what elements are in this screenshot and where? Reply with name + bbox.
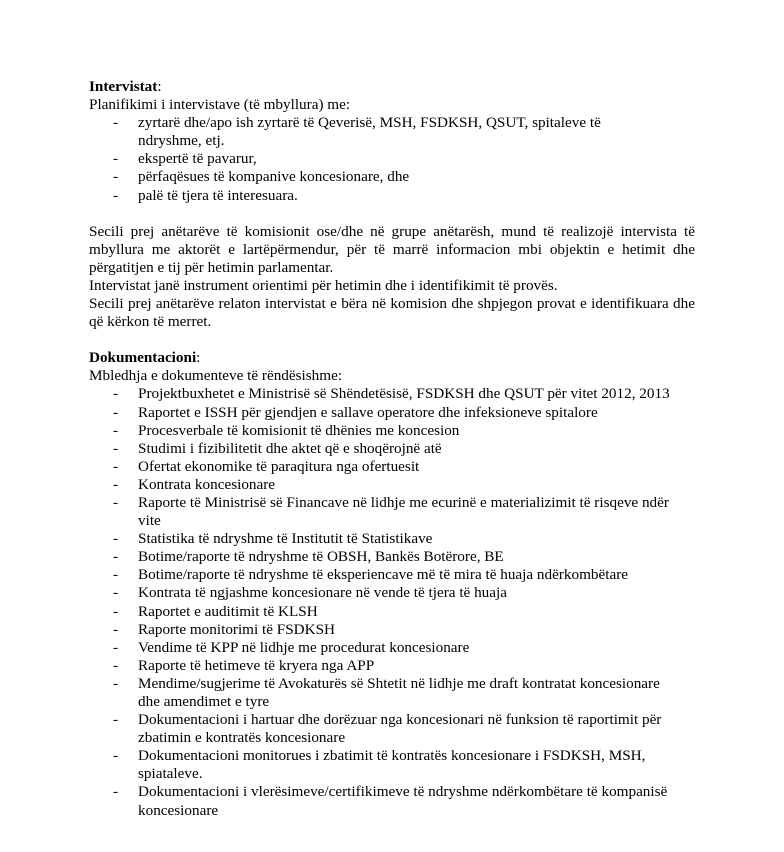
list-item	[89, 657, 695, 675]
list-item-text: Raporte të hetimeve të kryera nga APP	[138, 656, 375, 674]
dash-bullet: -	[113, 548, 119, 566]
list-item	[89, 584, 695, 602]
dash-bullet: -	[113, 783, 119, 801]
list-item	[89, 530, 695, 548]
documentation-intro: Mbledhja e dokumenteve të rëndësishme:	[89, 367, 343, 385]
list-item-text: Vendime të KPP në lidhje me procedurat koncesionare	[138, 638, 470, 656]
list-item	[89, 548, 695, 566]
list-item	[89, 440, 695, 458]
list-item	[89, 385, 695, 403]
list-item	[89, 187, 695, 205]
list-item	[89, 711, 695, 747]
interviews-intro: Planifikimi i intervistave (të mbyllura) me:	[89, 96, 351, 114]
dash-bullet: -	[113, 439, 119, 457]
documentation-heading-text: Dokumentacioni	[89, 349, 197, 367]
dash-bullet: -	[113, 638, 119, 656]
interviews-heading-text: Intervistat	[89, 78, 158, 95]
dash-bullet: -	[113, 457, 119, 475]
list-item-text: Dokumentacioni monitorues i zbatimit të kontratës koncesionare i FSDKSH, MSH, spiataleve.	[138, 747, 646, 783]
dash-bullet: -	[113, 493, 119, 511]
list-item	[89, 603, 695, 621]
document-page	[89, 78, 695, 820]
list-item-text: Botime/raporte të ndryshme të OBSH, Bankës Botërore, BE	[138, 548, 504, 566]
list-item	[89, 675, 695, 711]
list-item	[89, 168, 695, 186]
list-item-text: Raporte të Ministrisë së Financave në lidhje me ecurinë e materializimit të risqeve ndër vite	[138, 493, 669, 530]
dash-bullet: -	[113, 530, 119, 548]
list-item-text: Ofertat ekonomike të paraqitura nga ofertuesit	[138, 457, 420, 475]
dash-bullet: -	[113, 602, 119, 620]
dash-bullet: -	[113, 475, 119, 493]
interviews-paragraph-1: Secili prej anëtarëve të komisionit ose/dhe në grupe anëtarësh, mund të realizojë intervista të mbyllura me aktorët e lartëpërmendur, për të marrë informacion mbi objektin e hetimit dhe përgatitjen e tij për hetimin parlamentar.	[89, 222, 695, 276]
interviews-paragraph-2: Intervistat janë instrument orientimi për hetimin dhe i identifikimit të provës.	[89, 276, 558, 294]
list-item-text: Procesverbale të komisionit të dhënies me koncesion	[138, 421, 460, 439]
list-item	[89, 621, 695, 639]
list-item	[89, 747, 695, 783]
dash-bullet: -	[113, 385, 119, 403]
dash-bullet: -	[113, 168, 119, 186]
dash-bullet: -	[113, 620, 119, 638]
list-item-text: Dokumentacioni i vlerësimeve/certifikimeve të ndryshme ndërkombëtare të kompanisë koncesionare	[138, 783, 668, 819]
spacer	[89, 331, 695, 349]
interviews-heading-colon: :	[157, 78, 162, 95]
documentation-list	[89, 385, 695, 819]
dash-bullet: -	[113, 747, 119, 765]
list-item-text: Kontrata koncesionare	[138, 475, 276, 493]
list-item-text: Statistika të ndryshme të Institutit të Statistikave	[138, 530, 433, 548]
list-item	[89, 639, 695, 657]
dash-bullet: -	[113, 566, 119, 584]
list-item-text: Studimi i fizibilitetit dhe aktet që e shoqërojnë atë	[138, 439, 442, 457]
list-item	[89, 494, 695, 530]
dash-bullet: -	[113, 656, 119, 674]
dash-bullet: -	[113, 186, 119, 204]
list-item-text: Botime/raporte të ndryshme të eksperiencave më të mira të huaja ndërkombëtare	[138, 566, 629, 584]
list-item	[89, 114, 695, 150]
dash-bullet: -	[113, 584, 119, 602]
list-item-text: zyrtarë dhe/apo ish zyrtarë të Qeverisë, MSH, FSDKSH, QSUT, spitaleve të ndryshme, etj.	[138, 114, 601, 150]
list-item-text: Raporte monitorimi të FSDKSH	[138, 620, 336, 638]
documentation-heading-colon: :	[196, 349, 201, 367]
dash-bullet: -	[113, 421, 119, 439]
list-item-text: Mendime/sugjerime të Avokaturës së Shtetit në lidhje me draft kontratat koncesionare dhe amendimet e tyre	[138, 674, 660, 710]
list-item	[89, 422, 695, 440]
dash-bullet: -	[113, 403, 119, 421]
list-item-text: Kontrata të ngjashme koncesionare në vende të tjera të huaja	[138, 584, 507, 602]
dash-bullet: -	[113, 674, 119, 692]
spacer	[89, 205, 695, 223]
list-item	[89, 566, 695, 584]
interviews-paragraph-3: Secili prej anëtarëve relaton intervistat e bëra në komision dhe shpjegon provat e identifikuara dhe që kërkon të merret.	[89, 295, 695, 331]
list-item	[89, 783, 695, 819]
list-item	[89, 404, 695, 422]
documentation-heading	[89, 349, 695, 367]
dash-bullet: -	[113, 114, 119, 132]
interviews-section	[89, 78, 695, 331]
documentation-section	[89, 349, 695, 819]
list-item	[89, 150, 695, 168]
list-item-text: përfaqësues të kompanive koncesionare, dhe	[138, 168, 410, 186]
list-item-text: Raportet e auditimit të KLSH	[138, 602, 318, 620]
list-item-text: Projektbuxhetet e Ministrisë së Shëndetësisë, FSDKSH dhe QSUT për vitet 2012, 2013	[138, 385, 670, 403]
list-item-text: ekspertë të pavarur,	[138, 150, 257, 168]
interviews-list	[89, 114, 695, 204]
list-item-text: palë të tjera të interesuara.	[138, 186, 298, 204]
list-item-text: Dokumentacioni i hartuar dhe dorëzuar nga koncesionari në funksion të raportimit për zbatimin e kontratës koncesionare	[138, 711, 662, 747]
interviews-heading	[89, 78, 695, 96]
dash-bullet: -	[113, 150, 119, 168]
list-item	[89, 458, 695, 476]
list-item-text: Raportet e ISSH për gjendjen e sallave operatore dhe infeksioneve spitalore	[138, 403, 598, 421]
dash-bullet: -	[113, 711, 119, 729]
list-item	[89, 476, 695, 494]
